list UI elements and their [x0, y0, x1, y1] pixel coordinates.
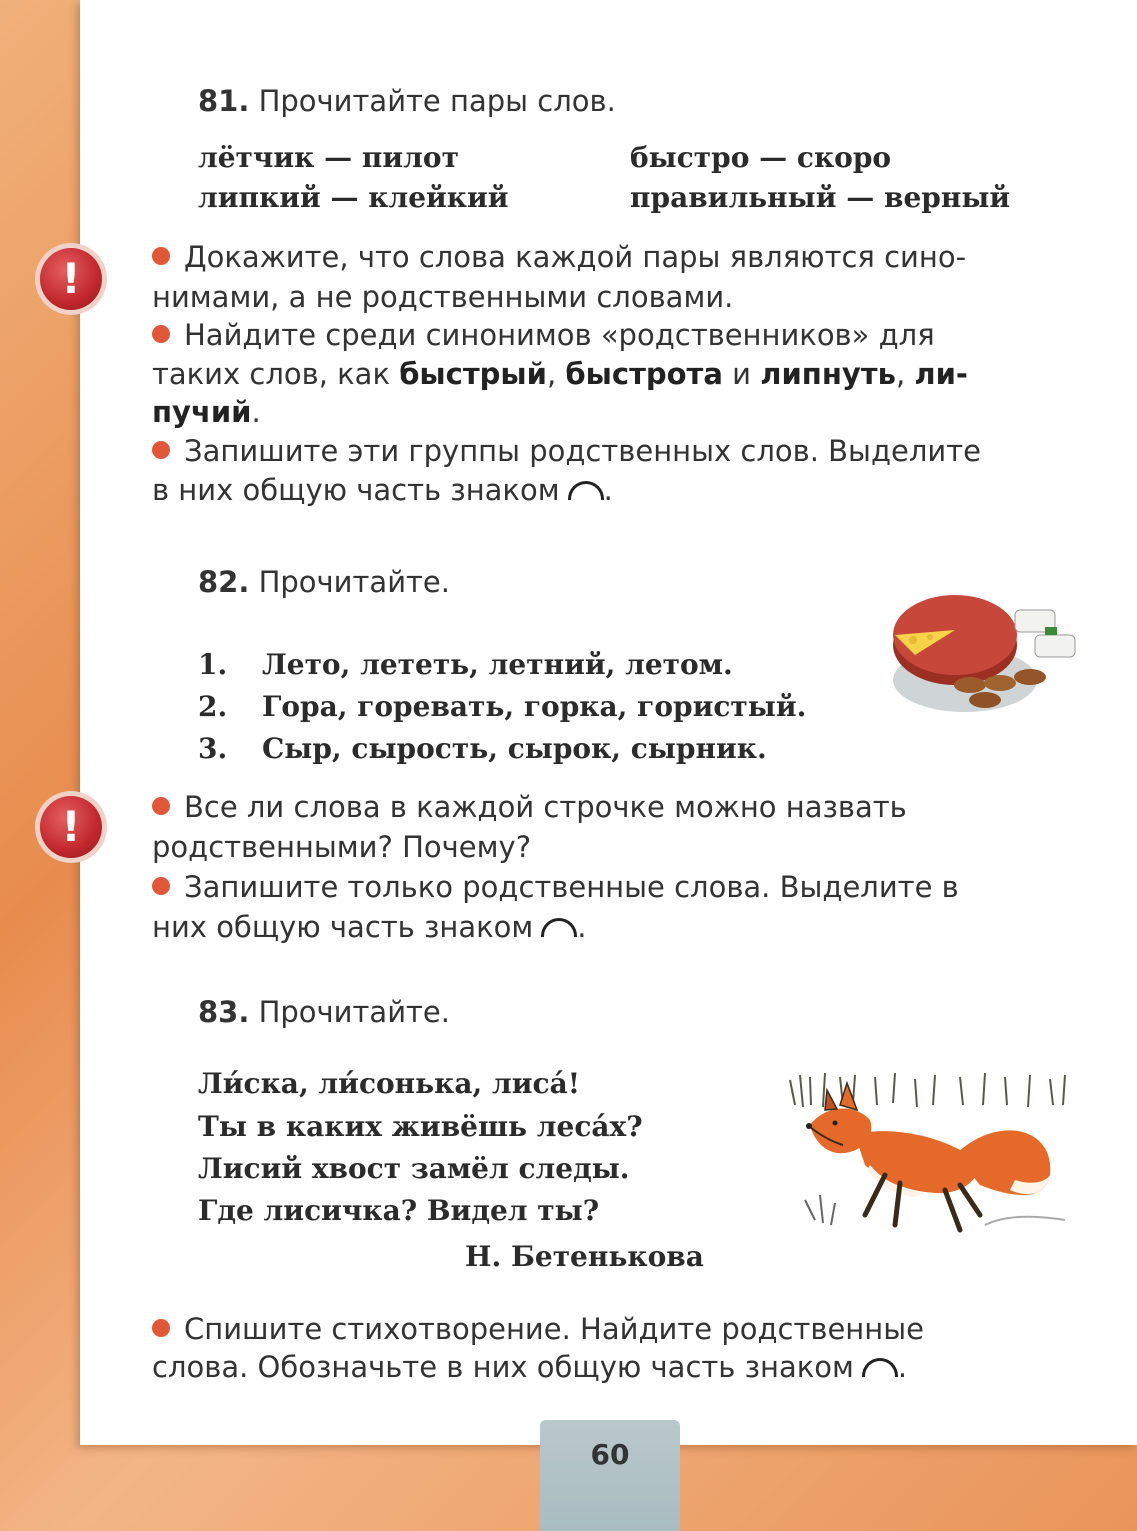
poem-author: Н. Бетенькова: [465, 1240, 704, 1273]
ex81-heading: [198, 84, 616, 118]
ex83-task-line2: слова. Обозначьте в них общую часть знаком .: [152, 1350, 908, 1384]
exclamation-icon: !: [40, 248, 102, 310]
poem-line-2: Ты в каких живёшь леса́х?: [198, 1110, 643, 1143]
bullet-icon: [152, 325, 170, 343]
page-number: 60: [590, 1438, 630, 1471]
ex82-line-2: 2. Гора, горевать, горка, гористый.: [198, 690, 807, 723]
ex82-heading: [198, 565, 450, 599]
ex82-task2-line1: Запишите только родственные слова. Выделите в: [152, 870, 959, 904]
ex82-number: 82.: [198, 565, 250, 599]
bullet-icon: [152, 1319, 170, 1337]
poem-line-3: Лисий хвост замёл следы.: [198, 1152, 630, 1185]
ex82-title: Прочитайте.: [258, 565, 450, 599]
ex81-task1-line2: нимами, а не родственными словами.: [152, 280, 734, 314]
bullet-icon: [152, 877, 170, 895]
ex81-task2-line3: пучий.: [152, 395, 261, 429]
poem-line-1: Ли́ска, ли́сонька, лиса́!: [198, 1067, 581, 1100]
ex81-number: 81.: [198, 84, 250, 118]
fox-illustration: [785, 1065, 1075, 1240]
ex83-heading: [198, 995, 450, 1029]
ex82-line-3: 3. Сыр, сырость, сырок, сырник.: [198, 732, 767, 765]
ex82-line-1: 1. Лето, лететь, летний, летом.: [198, 648, 733, 681]
ex81-task1-line1: Докажите, что слова каждой пары являются сино-: [152, 240, 966, 274]
ex83-title: Прочитайте.: [258, 995, 450, 1029]
cheese-illustration: [885, 585, 1080, 725]
ex81-pair-1: лётчик — пилот: [198, 141, 459, 174]
ex81-task3-line2: в них общую часть знаком .: [152, 473, 613, 507]
bullet-icon: [152, 441, 170, 459]
arc-sign-icon: [862, 1358, 898, 1377]
arc-sign-icon: [541, 918, 577, 937]
exclamation-icon: !: [40, 796, 102, 858]
ex82-task1-line1: Все ли слова в каждой строчке можно назвать: [152, 790, 907, 824]
ex81-task2-line2: таких слов, как быстрый, быстрота и липнуть, ли-: [152, 357, 968, 391]
ex83-task-line1: Спишите стихотворение. Найдите родственные: [152, 1312, 924, 1346]
ex82-task2-line2: них общую часть знаком .: [152, 910, 587, 944]
bullet-icon: [152, 797, 170, 815]
ex81-pair-4: правильный — верный: [630, 181, 1011, 214]
poem-line-4: Где лисичка? Видел ты?: [198, 1194, 600, 1227]
bullet-icon: [152, 247, 170, 265]
ex81-title: Прочитайте пары слов.: [258, 84, 616, 118]
ex82-task1-line2: родственными? Почему?: [152, 830, 532, 864]
ex81-task3-line1: Запишите эти группы родственных слов. Выделите: [152, 434, 981, 468]
arc-sign-icon: [568, 481, 604, 500]
ex81-pair-3: липкий — клейкий: [198, 181, 509, 214]
ex83-number: 83.: [198, 995, 250, 1029]
ex81-task2-line1: Найдите среди синонимов «родственников» для: [152, 318, 935, 352]
ex81-pair-2: быстро — скоро: [630, 141, 892, 174]
page-number-tab: [540, 1420, 680, 1531]
